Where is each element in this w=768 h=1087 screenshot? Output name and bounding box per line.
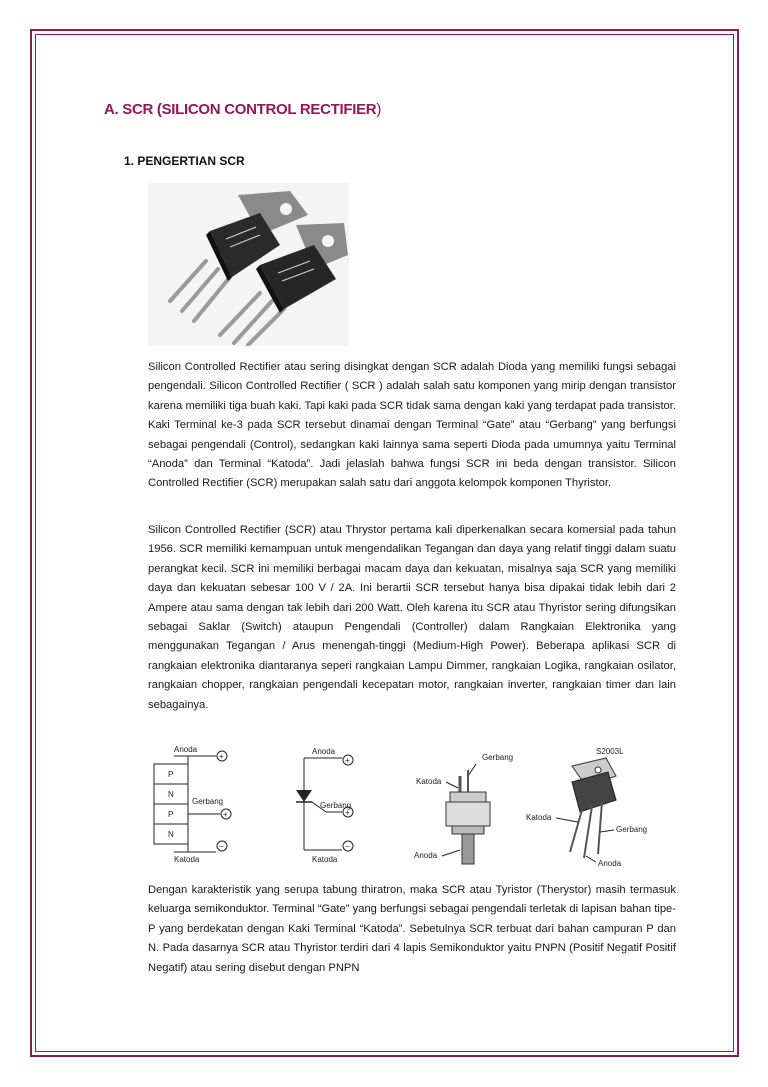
scr-photo	[148, 183, 349, 346]
scr-diagrams	[146, 742, 686, 872]
diagram2-gerbang-label: Gerbang	[320, 801, 352, 810]
diagram1-gate-plus: +	[223, 810, 228, 819]
paragraph-3: Dengan karakteristik yang serupa tabung thiratron, maka SCR atau Tyristor (Therystor) masih termasuk keluarga semikonduktor. Terminal “Gate” yang berfungsi sebagai pengendali terletak di lapisan bahan tipe-P yang berdekatan dengan Kaki Terminal “Katoda”. Sebetulnya SCR terbuat dari bahan campuran P dan N. Pada dasarnya SCR atau Thyristor terdiri dari 4 lapis Semikonduktor yaitu PNPN (Positif Negatif Positif Negatif) atau sering disebut dengan PNPN	[148, 884, 676, 974]
diagram1-anoda-label: Anoda	[174, 745, 198, 754]
stud-scr-diagram	[414, 753, 513, 864]
paragraph-2: Silicon Controlled Rectifier (SCR) atau Thrystor pertama kali diperkenalkan secara komersial pada tahun 1956. SCR memiliki kemampuan untuk mengendalikan Tegangan dan daya yang relatif tinggi dalam suatu perangkat kecil. SCR ini memiliki berbagai macam daya dan kekuatan, misalnya saja SCR yang memiliki daya dan kekuatan sebesar 100 V / 2A. Ini berartii SCR tersebut hanya bisa dipakai tidak lebih dari 2 Ampere atau sama dengan tak lebih dari 200 Watt. Oleh karena itu SCR atau Thyristor sering difungsikan sebagai Saklar (Switch) ataupun Pengendali (Controller) dalam Rangkaian Elektronika yang menggunakan Tegangan / Arus menengah-tinggi (Medium-High Power). Beberapa aplikasi SCR di rangkaian elektronika diantaranya seperi rangkaian Lampu Dimmer, rangkaian Logika, rangkaian osilator, rangkaian chopper, rangkaian pengendali kecepatan motor, rangkaian inverter, rangkaian timer dan lain sebagainya.	[148, 524, 676, 711]
to220-scr-diagram	[526, 747, 647, 868]
section-title	[104, 101, 381, 118]
diagram2-anoda-label: Anoda	[312, 747, 336, 756]
part-number-label: S2003L	[596, 747, 624, 756]
diagram2-minus: −	[345, 842, 350, 851]
diagram3-gerbang-label: Gerbang	[482, 753, 514, 762]
layer-2: N	[168, 790, 174, 799]
section-title-text: A. SCR (SILICON CONTROL RECTIFIER	[104, 101, 377, 118]
layer-4: N	[168, 830, 174, 839]
scr-symbol-diagram	[296, 747, 353, 864]
diagram2-plus: +	[345, 756, 350, 765]
pnpn-layer-diagram	[154, 745, 231, 864]
diagram4-gerbang-label: Gerbang	[616, 825, 648, 834]
section-title-tail: )	[376, 101, 382, 118]
diagram2-gate-plus: +	[345, 808, 350, 817]
diagram1-katoda-label: Katoda	[174, 855, 200, 864]
layer-3: P	[168, 810, 174, 819]
diagram1-plus: +	[219, 752, 224, 761]
diagram3-anoda-label: Anoda	[414, 851, 438, 860]
diagram1-minus: −	[219, 842, 224, 851]
paragraph-1: Silicon Controlled Rectifier atau sering disingkat dengan SCR adalah Dioda yang memiliki fungsi sebagai pengendali. Silicon Controlled Rectifier ( SCR ) adalah salah satu komponen yang mirip dengan transistor karena memiliki tiga buah kaki. Tapi kaki pada SCR tidak sama dengan kaki yang terdapat pada transistor. Kaki Terminal ke-3 pada SCR tersebut dinamai dengan Terminal “Gate” atau “Gerbang” yang berfungsi sebagai pengendali (Control), sedangkan kaki lainnya sama seperti Dioda pada umumnya yaitu Terminal “Anoda” dan Terminal “Katoda”. Jadi jelaslah bahwa fungsi SCR ini beda dengan transistor. Silicon Controlled Rectifier (SCR) merupakan salah satu dari anggota kelompok komponen Thyristor.	[148, 361, 676, 490]
diagram4-katoda-label: Katoda	[526, 813, 552, 822]
diagram4-anoda-label: Anoda	[598, 859, 622, 868]
layer-1: P	[168, 770, 174, 779]
diagram3-katoda-label: Katoda	[416, 777, 442, 786]
subsection-title: 1. PENGERTIAN SCR	[124, 154, 245, 168]
diagram1-gerbang-label: Gerbang	[192, 797, 224, 806]
diagram2-katoda-label: Katoda	[312, 855, 338, 864]
